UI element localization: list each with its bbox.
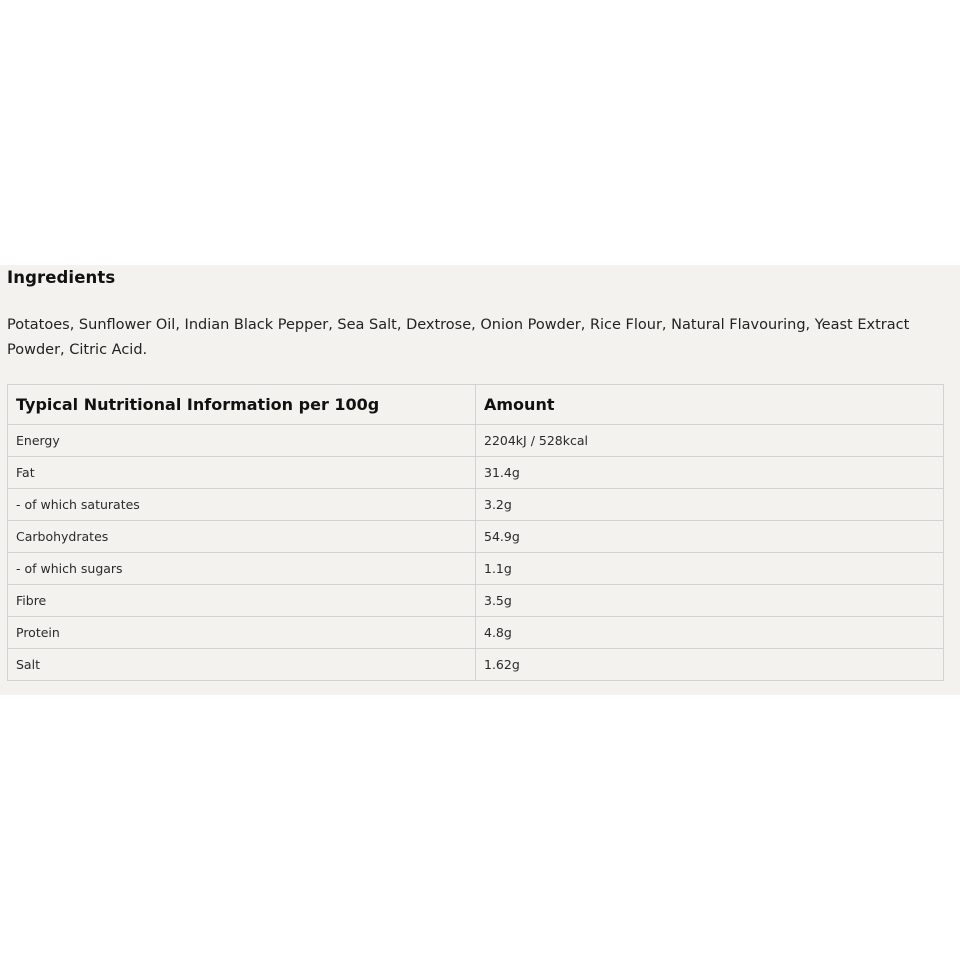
ingredients-heading: Ingredients [7,268,116,287]
nutrient-name: - of which saturates [8,489,476,521]
ingredients-text: Potatoes, Sunflower Oil, Indian Black Pepper, Sea Salt, Dextrose, Onion Powder, Rice Flour, Natural Flavouring, Yeast Extract Powder, Citric Acid. [7,317,910,358]
nutrient-name: Carbohydrates [8,521,476,553]
table-row [8,617,944,649]
nutrient-name: - of which sugars [8,553,476,585]
nutrient-amount: 31.4g [476,457,944,489]
nutrient-name: Protein [8,617,476,649]
table-row [8,649,944,681]
nutrient-name: Fibre [8,585,476,617]
table-row [8,425,944,457]
nutrient-name: Energy [8,425,476,457]
table-row [8,553,944,585]
nutrition-header-name: Typical Nutritional Information per 100g [8,385,476,425]
nutrient-amount: 3.2g [476,489,944,521]
nutrient-amount: 54.9g [476,521,944,553]
nutrition-header-amount: Amount [476,385,944,425]
nutrition-header-row [8,385,944,425]
nutrient-amount: 1.62g [476,649,944,681]
nutrient-amount: 4.8g [476,617,944,649]
table-row [8,585,944,617]
table-row [8,521,944,553]
nutrient-name: Fat [8,457,476,489]
nutrition-table [7,384,944,681]
nutrient-amount: 3.5g [476,585,944,617]
table-row [8,489,944,521]
nutrient-name: Salt [8,649,476,681]
nutrient-amount: 2204kJ / 528kcal [476,425,944,457]
nutrient-amount: 1.1g [476,553,944,585]
table-row [8,457,944,489]
